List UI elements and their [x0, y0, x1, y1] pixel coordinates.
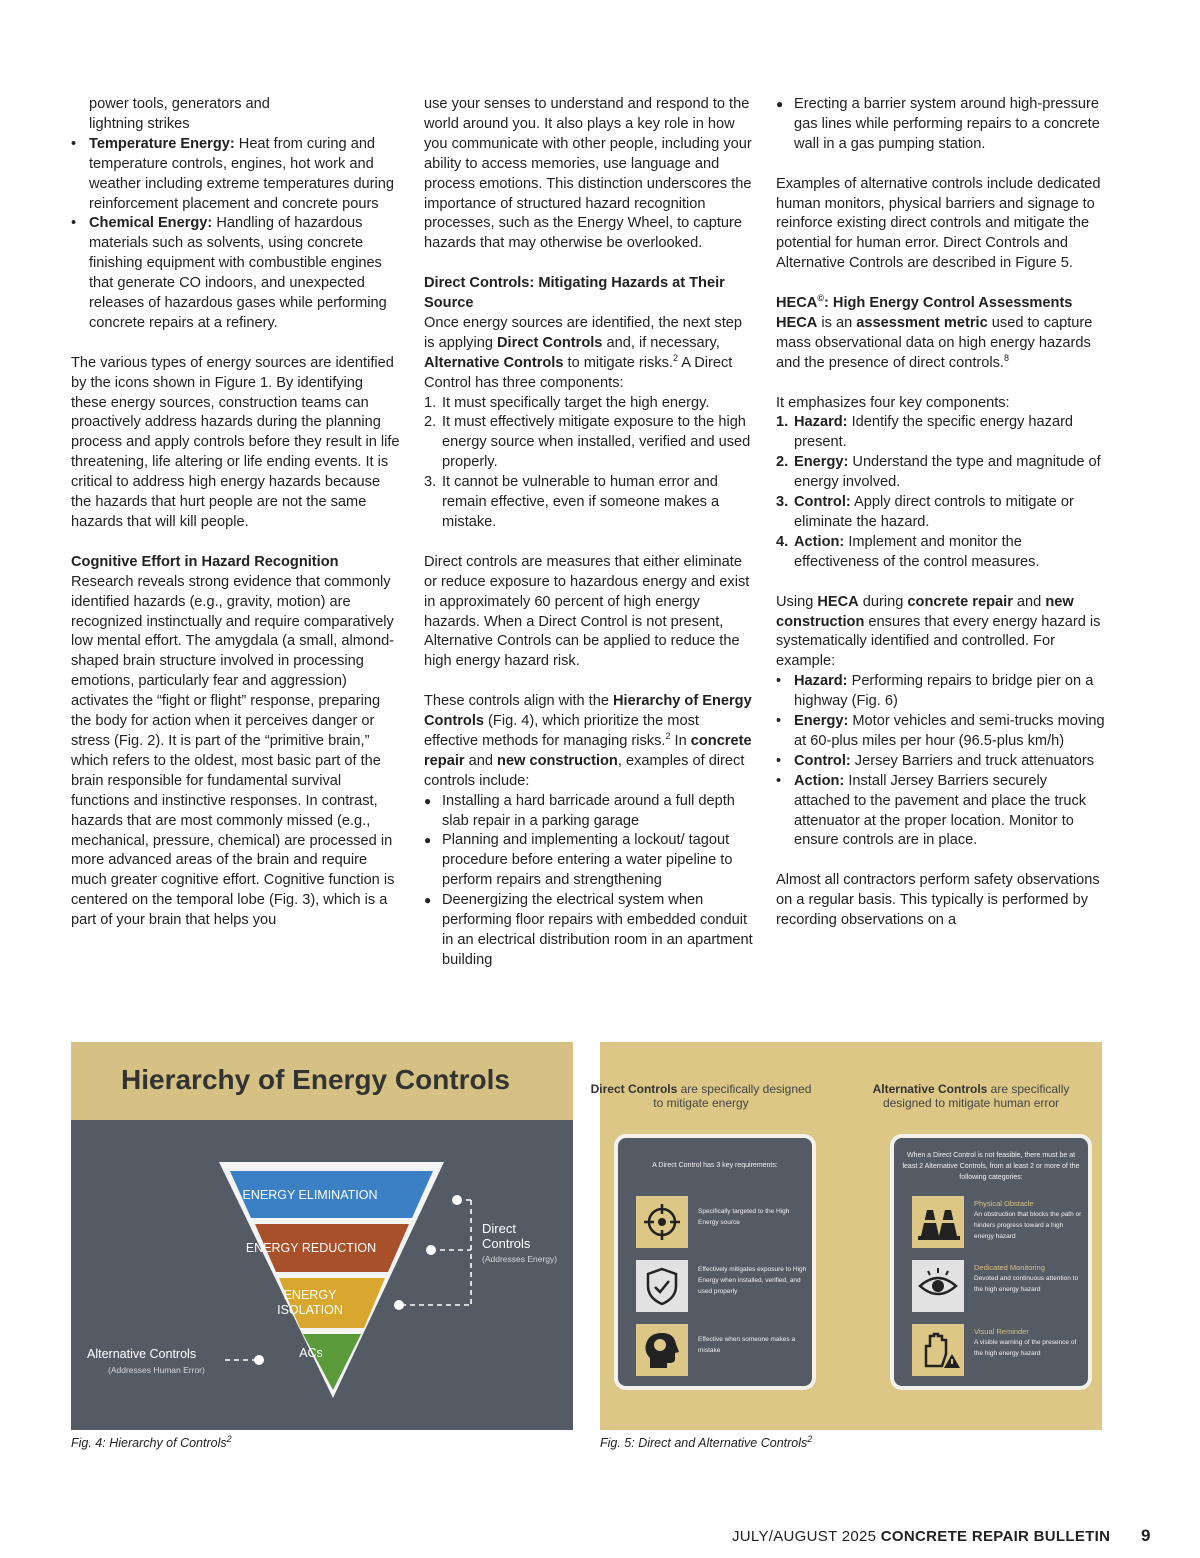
alternative-controls-title: Alternative Controls are specifically designed to mitigate human error [872, 1082, 1070, 1110]
connector-dot [452, 1195, 462, 1205]
section-heading: HECA©: High Energy Control Assessments [776, 293, 1073, 312]
list-item: 3. Control: Apply direct controls to mitigate or eliminate the hazard. [776, 494, 1074, 530]
label-isolation-1: ENERGY [283, 1288, 337, 1302]
target-icon [636, 1196, 688, 1248]
requirement-row [636, 1260, 806, 1316]
connector-dot [254, 1355, 264, 1365]
list-item: ● Installing a hard barricade around a full depth slab repair in a parking garage [424, 792, 754, 832]
label-isolation-2: ISOLATION [277, 1303, 343, 1317]
panel-intro: A Direct Control has 3 key requirements: [652, 1162, 778, 1169]
direct-controls-title: Direct Controls are specifically designed to mitigate energy [590, 1082, 812, 1110]
head-brain-icon [636, 1324, 688, 1376]
list-item: • Chemical Energy: Handling of hazardous materials such as solvents, using concrete finishing equipment with combustible engines that generate CO indoors, and unexpected releases of hazardous gases while performing concrete repairs at a refinery. [71, 214, 401, 333]
figure-title: Hierarchy of Energy Controls [121, 1064, 510, 1095]
label-acs: ACs [299, 1346, 323, 1360]
figure-5-caption: Fig. 5: Direct and Alternative Controls$^2$ [600, 1433, 813, 1450]
examples-list [424, 792, 754, 971]
level-acs [303, 1334, 361, 1390]
connector-dot [394, 1300, 404, 1310]
figure-hierarchy-of-controls [71, 1042, 573, 1430]
paragraph: HECA is an assessment metric used to capture mass observational data on high energy hazards and the presence of direct controls.$^8$ [776, 314, 1093, 371]
direct-controls-sublabel: (Addresses Energy) [482, 1254, 558, 1264]
label-reduction: ENERGY REDUCTION [245, 1241, 377, 1255]
paragraph: Using HECA during concrete repair and new construction ensures that every energy hazard is systematically identified and controlled. For example: [776, 593, 1101, 670]
list-item: • Temperature Energy: Heat from curing and temperature controls, engines, hot work and weather including extreme temperatures during reinforcement placement and concrete pours [71, 135, 401, 215]
requirement-row [636, 1324, 806, 1380]
paragraph: It emphasizes four key components: [776, 394, 1010, 411]
paragraph: Almost all contractors perform safety observations on a regular basis. This typically is performed by recording observations on a [776, 872, 1100, 929]
figure-direct-alternative-controls [590, 1042, 1102, 1430]
category-row [912, 1260, 1082, 1316]
requirement-text: Effectively mitigates exposure to High Energy when installed, verified, and used properly [698, 1266, 807, 1295]
alternative-controls-panel [890, 1134, 1092, 1390]
category-row [912, 1324, 1082, 1380]
column-2 [424, 95, 754, 991]
paragraph: These controls align with the Hierarchy of Energy Controls (Fig. 4), which prioritize the most effective methods for managing risks.$^2$ In concrete repair and new construction, examples of direct controls include: [424, 693, 752, 789]
list-item: 4. Action: Implement and monitor the effectiveness of the control measures. [776, 533, 1040, 570]
category-row [912, 1196, 1082, 1252]
paragraph: Direct controls are measures that either eliminate or reduce exposure to hazardous energy and exist in approximately 60 percent of high energy hazards. When a Direct Control is not present, Alternative Controls can be applied to reduce the high energy hazard risk. [424, 553, 750, 670]
list-continuation: power tools, generators and lightning strikes [89, 96, 270, 132]
paragraph: use your senses to understand and respond to the world around you. It also plays a key role in how you communicate with other people, including your ability to access memories, use language and process emotions. This distinction underscores the importance of structured hazard recognition processes, such as the Energy Wheel, to capture hazards that may otherwise be overlooked. [424, 96, 752, 252]
list-item: • Hazard: Performing repairs to bridge pier on a highway (Fig. 6) [776, 672, 1106, 712]
requirement-text: Effective when someone makes a mistake [698, 1336, 796, 1354]
panel-intro: When a Direct Control is not feasible, there must be at least 2 Alternative Controls, from at least 2 or more of the following categories: [902, 1152, 1080, 1181]
paragraph: Once energy sources are identified, the next step is applying Direct Controls and, if necessary, Alternative Controls to mitigate risks.$^2$ A Direct Control has three components: [424, 314, 743, 391]
connector-dot [426, 1245, 436, 1255]
energy-list [71, 135, 401, 334]
requirements-list [424, 394, 754, 533]
requirement-row [636, 1196, 806, 1252]
alternative-controls-sublabel: (Addresses Human Error) [108, 1365, 205, 1375]
hand-warning-icon [912, 1324, 964, 1376]
column-1 [71, 95, 401, 931]
direct-controls-label-2: Controls [482, 1236, 531, 1251]
footer-publication: JULY/AUGUST 2025 CONCRETE REPAIR BULLETIN [732, 1528, 1111, 1545]
shield-check-icon [636, 1260, 688, 1312]
list-item: ● Erecting a barrier system around high-pressure gas lines while performing repairs to a concrete wall in a gas pumping station. [776, 95, 1106, 155]
list-item: • Energy: Motor vehicles and semi-trucks moving at 60-plus miles per hour (96.5-plus km/h) [776, 712, 1106, 752]
heca-example-list [776, 672, 1106, 851]
direct-controls-panel [614, 1134, 816, 1390]
requirement-text: Specifically targeted to the High Energy source [698, 1208, 790, 1226]
column-3 [776, 95, 1106, 931]
figure-4-caption: Fig. 4: Hierarchy of Controls$^2$ [71, 1433, 232, 1450]
alternative-controls-label: Alternative Controls [87, 1347, 197, 1361]
list-item: 2. It must effectively mitigate exposure to the high energy source when installed, verified and used properly. [424, 414, 751, 471]
components-list [776, 413, 1106, 572]
section-heading: Cognitive Effort in Hazard Recognition [71, 553, 339, 570]
list-item: 3. It cannot be vulnerable to human error and remain effective, even if someone makes a mistake. [424, 474, 720, 531]
direct-controls-label: Direct [482, 1221, 516, 1236]
paragraph: Research reveals strong evidence that commonly identified hazards (e.g., gravity, motion) are recognized instinctually and require comparatively low mental effort. The amygdala (a small, almond-shaped brain structure involved in processing emotions, particularly fear and aggression) activates the “fight or flight” response, preparing the body for action when it perceives danger or stress (Fig. 2). It is part of the “primitive brain,” which refers to the oldest, most basic part of the brain responsible for fundamental survival functions and instinctive responses. In contrast, hazards that are most commonly missed (e.g., mechanical, pressure, chemical) are processed in more advanced areas of the brain and require much greater cognitive effort. Cognitive function is centered on the temporal lobe (Fig. 3), which is a part of your brain that helps you [71, 573, 395, 929]
list-item: 1. It must specifically target the high energy. [424, 394, 710, 411]
paragraph: Examples of alternative controls include dedicated human monitors, physical barriers and signage to reinforce existing direct controls and mitigate the potential for human error. Direct Controls and Alternative Controls are described in Figure 5. [776, 175, 1101, 272]
list-item: • Action: Install Jersey Barriers securely attached to the pavement and place the truck attenuator at the proper location. Monitor to ensure controls are in place. [776, 772, 1106, 852]
list-item: 2. Energy: Understand the type and magnitude of energy involved. [776, 454, 1101, 491]
hierarchy-diagram [71, 1120, 573, 1430]
examples-list-continued [776, 95, 1106, 155]
label-elimination: ENERGY ELIMINATION [242, 1188, 378, 1202]
category-text: Dedicated Monitoring Devoted and continuous attention to the high energy hazard [974, 1263, 1079, 1293]
category-text: Visual Reminder A visible warning of the presence of the high energy hazard [974, 1327, 1077, 1357]
list-item: 1. Hazard: Identify the specific energy hazard present. [776, 414, 1074, 451]
barrier-icon [912, 1196, 964, 1248]
eye-icon [912, 1260, 964, 1312]
category-text: Physical Obstacle An obstruction that blocks the path or hinders progress toward a high energy hazard [974, 1199, 1082, 1240]
section-heading: Direct Controls: Mitigating Hazards at Their Source [424, 275, 725, 312]
list-item: ● Deenergizing the electrical system when performing floor repairs with embedded conduit in an electrical distribution room in an apartment building [424, 891, 754, 971]
paragraph: The various types of energy sources are identified by the icons shown in Figure 1. By identifying these energy sources, construction teams can proactively address hazards during the planning process and apply controls before they result in life threatening, life altering or life ending events. It is critical to address high energy hazards because the hazards that hurt people are not the same hazards that will kill people. [71, 354, 400, 531]
list-item: • Control: Jersey Barriers and truck attenuators [776, 752, 1106, 772]
page-number: 9 [1141, 1526, 1151, 1545]
list-item: ● Planning and implementing a lockout/ tagout procedure before entering a water pipeline to perform repairs and strengthening [424, 831, 754, 891]
